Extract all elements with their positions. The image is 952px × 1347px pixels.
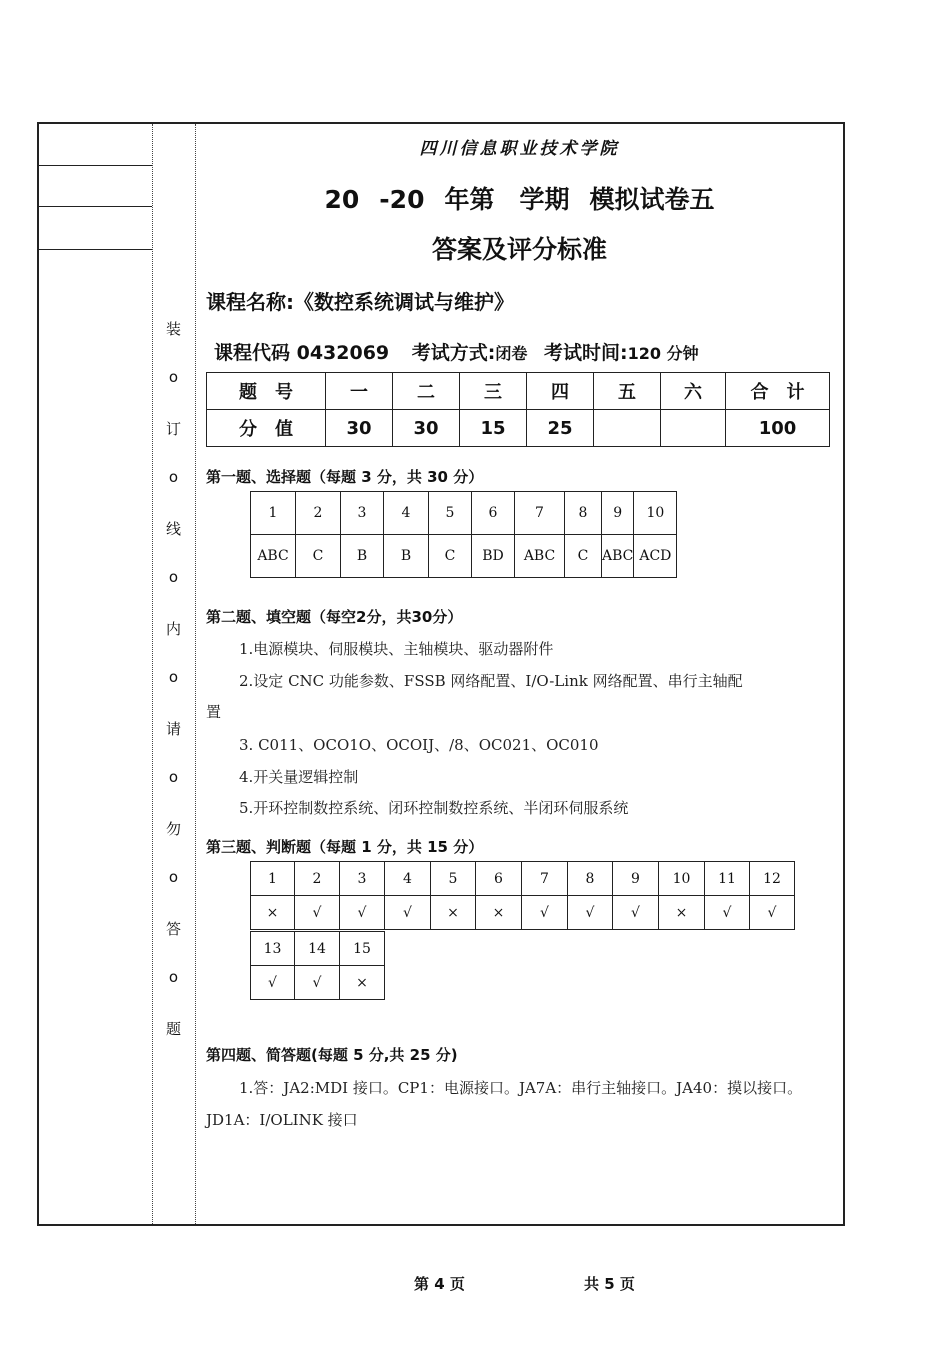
answer-value-cell: √ [295,896,340,930]
binding-char: 题 [165,1020,181,1038]
answer-number-cell: 3 [341,492,384,535]
info-cell-1 [39,124,152,166]
score-cell: 六 [661,373,726,410]
binding-char: 线 [165,520,181,538]
short-answer-1: 1.答：JA2:MDI 接口。CP1：电源接口。JA7A：串行主轴接口。JA40：摸以接口。 [239,1079,803,1097]
binding-char: o [168,768,179,786]
answer-value-cell: √ [705,896,750,930]
exam-frame [37,122,845,1226]
answer-value-cell: ABC [251,535,296,578]
binding-char: o [168,968,179,986]
fill-answer-3: 3. C011、OCO1O、OCOIJ、/8、OC021、OC010 [239,736,599,754]
judge-answer-row [251,896,795,930]
answer-number-cell: 1 [251,862,295,896]
answer-number-cell: 10 [634,492,677,535]
answer-value-cell: √ [385,896,431,930]
answer-number-cell: 11 [705,862,750,896]
year-from: 20 [324,185,360,214]
semester-label: 年第 学期 [444,185,570,214]
answer-value-cell: × [340,966,385,1000]
binding-char: 请 [165,720,181,738]
answer-number-cell: 9 [602,492,634,535]
fill-answer-1: 1.电源模块、伺服模块、主轴模块、驱动器附件 [239,640,554,658]
answer-number-cell: 5 [429,492,472,535]
score-cell: 三 [460,373,527,410]
answer-number-cell: 8 [565,492,602,535]
answer-value-cell: ACD [634,535,677,578]
judge-number-row [251,932,385,966]
answer-value-cell: C [296,535,341,578]
answer-number-cell: 5 [431,862,476,896]
score-cell: 五 [594,373,661,410]
answer-number-cell: 4 [385,862,431,896]
content-area [196,124,843,1224]
answer-number-cell: 9 [613,862,659,896]
score-cell [594,410,661,447]
binding-char: 内 [165,620,181,638]
score-cell: 分 值 [207,410,326,447]
score-cell: 四 [527,373,594,410]
answer-value-cell: ABC [602,535,634,578]
fill-answer-4: 4.开关量逻辑控制 [239,768,359,786]
score-cell: 一 [326,373,393,410]
judge-answer-table-1 [250,861,795,930]
choice-number-row [251,492,677,535]
year-to: -20 [379,185,425,214]
info-cell-2 [39,165,152,207]
answer-number-cell: 6 [472,492,515,535]
score-cell: 30 [393,410,460,447]
fill-answer-5: 5.开环控制数控系统、闭环控制数控系统、半闭环伺服系统 [239,799,629,817]
answer-value-cell: B [341,535,384,578]
binding-char: 订 [165,420,181,438]
score-table [206,372,830,447]
answer-value-cell: √ [613,896,659,930]
answer-number-cell: 1 [251,492,296,535]
binding-char: o [168,668,179,686]
short-answer-1-cont: JD1A：I/OLINK 接口 [206,1111,358,1129]
exam-title [196,180,843,216]
judge-answer-row [251,966,385,1000]
score-header-row [207,373,830,410]
answer-number-cell: 14 [295,932,340,966]
course-name: 课程名称:《数控系统调试与维护》 [206,290,514,314]
exam-subtitle: 答案及评分标准 [431,235,607,264]
answer-number-cell: 7 [522,862,568,896]
score-value-row [207,410,830,447]
score-cell: 题 号 [207,373,326,410]
page-total: 共 5 页 [584,1275,635,1293]
course-code-line [214,338,699,365]
score-cell: 二 [393,373,460,410]
school-name: 四川信息职业技术学院 [419,139,620,159]
page-number: 第 4 页 [414,1275,465,1293]
score-cell: 25 [527,410,594,447]
exam-name: 模拟试卷五 [589,185,715,214]
answer-value-cell: √ [750,896,795,930]
binding-char: 装 [165,320,181,338]
binding-char: o [168,468,179,486]
answer-value-cell: C [429,535,472,578]
choice-answer-table [250,491,677,578]
answer-number-cell: 7 [515,492,565,535]
binding-char: o [168,568,179,586]
binding-char: 答 [165,920,181,938]
score-cell: 15 [460,410,527,447]
left-info-column [39,124,153,1224]
binding-char: 勿 [165,820,181,838]
answer-value-cell: √ [568,896,613,930]
exam-method-value: 闭卷 [495,344,528,363]
section4-title: 第四题、简答题(每题 5 分,共 25 分) [206,1046,458,1064]
section1-title: 第一题、选择题（每题 3 分，共 30 分） [206,468,484,486]
answer-value-cell: C [565,535,602,578]
answer-value-cell: BD [472,535,515,578]
answer-number-cell: 4 [384,492,429,535]
answer-number-cell: 2 [296,492,341,535]
answer-value-cell: × [431,896,476,930]
fill-answer-2-cont: 置 [206,703,222,721]
judge-number-row [251,862,795,896]
answer-number-cell: 3 [340,862,385,896]
answer-value-cell: √ [295,966,340,1000]
score-cell [661,410,726,447]
answer-value-cell: × [659,896,705,930]
answer-value-cell: √ [522,896,568,930]
answer-number-cell: 8 [568,862,613,896]
choice-answer-row [251,535,677,578]
answer-value-cell: √ [251,966,295,1000]
info-cell-3 [39,206,152,250]
binding-line-column [152,124,196,1224]
answer-number-cell: 15 [340,932,385,966]
section2-title: 第二题、填空题（每空2分，共30分） [206,608,463,626]
exam-method-label: 考试方式: [411,342,496,364]
section3-title: 第三题、判断题（每题 1 分，共 15 分） [206,838,484,856]
score-cell: 100 [726,410,830,447]
answer-number-cell: 13 [251,932,295,966]
answer-value-cell: × [476,896,522,930]
answer-value-cell: B [384,535,429,578]
course-code: 课程代码 0432069 [214,342,390,364]
answer-value-cell: × [251,896,295,930]
answer-number-cell: 2 [295,862,340,896]
answer-number-cell: 6 [476,862,522,896]
judge-answer-table-2 [250,931,385,1000]
binding-char: o [168,368,179,386]
exam-time-value: 120 分钟 [627,344,699,363]
exam-time-label: 考试时间: [544,342,628,364]
answer-value-cell: ABC [515,535,565,578]
score-cell: 合 计 [726,373,830,410]
answer-number-cell: 10 [659,862,705,896]
fill-answer-2: 2.设定 CNC 功能参数、FSSB 网络配置、I/O-Link 网络配置、串行主轴配 [239,672,743,690]
answer-value-cell: √ [340,896,385,930]
answer-number-cell: 12 [750,862,795,896]
score-cell: 30 [326,410,393,447]
binding-char: o [168,868,179,886]
